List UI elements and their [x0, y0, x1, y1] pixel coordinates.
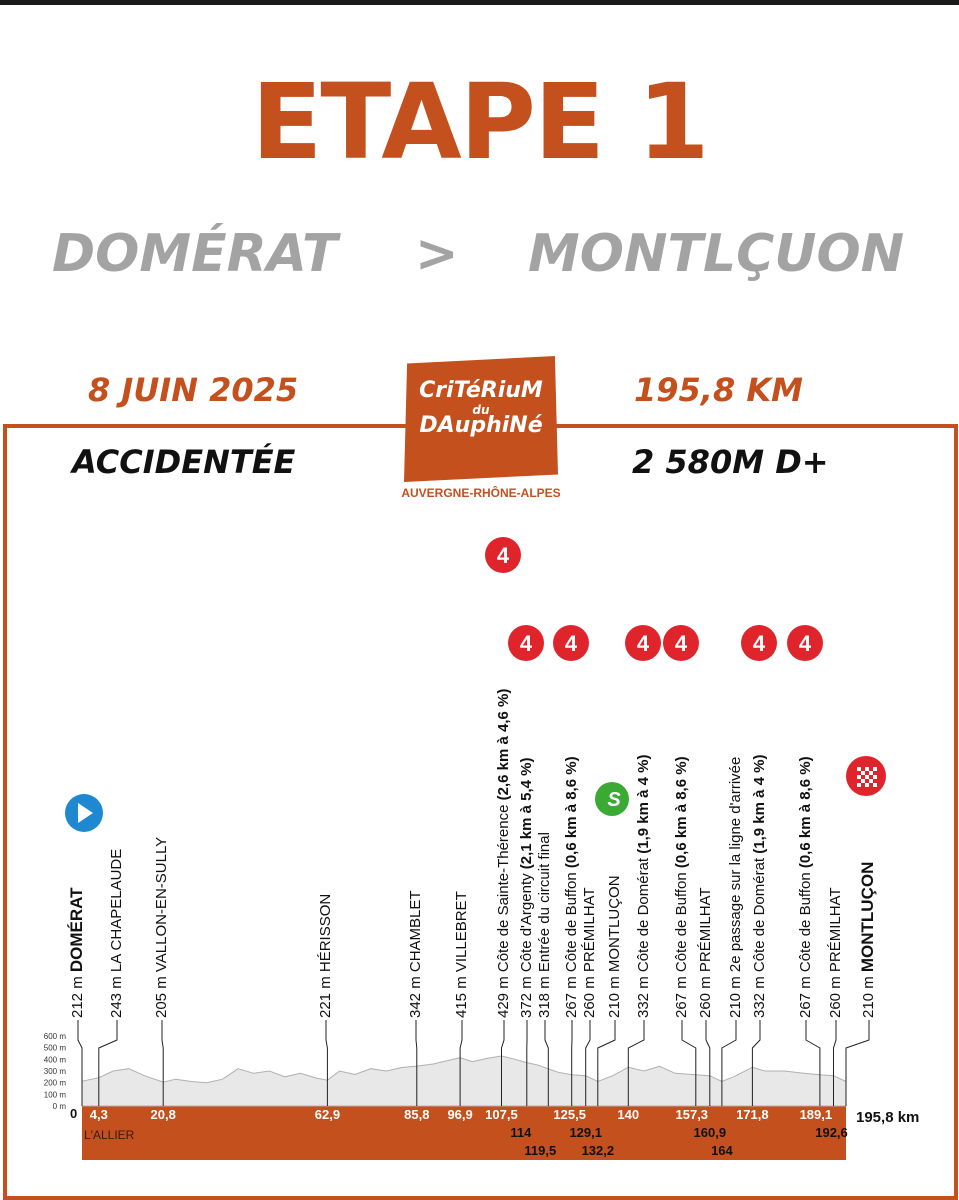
point-label — [518, 757, 535, 1018]
point-altitude: 205 m — [153, 972, 170, 1018]
stage-distance: 195,8 KM — [634, 371, 803, 409]
point-altitude: 260 m — [581, 972, 598, 1018]
kom-category: 4 — [798, 631, 812, 656]
point-label — [858, 862, 877, 1018]
point-name: Côte de Domérat — [635, 857, 652, 973]
kom-category: 4 — [496, 543, 510, 568]
km-label: 157,3 — [675, 1107, 709, 1122]
point-climb-detail: (1,9 km à 4 %) — [751, 754, 768, 858]
point-label — [751, 755, 768, 1018]
km-label: 132,2 — [581, 1143, 615, 1158]
point-altitude: 260 m — [827, 972, 844, 1018]
km-label: 114 — [510, 1125, 532, 1140]
point-altitude: 210 m — [727, 972, 744, 1018]
km-label: 164 — [711, 1143, 733, 1158]
route-arrow: > — [415, 224, 459, 284]
point-name: LA CHAPELAUDE — [108, 848, 125, 973]
km-label: 85,8 — [404, 1107, 430, 1122]
stage-date: 8 JUIN 2025 — [88, 371, 299, 409]
point-altitude: 429 m — [495, 972, 512, 1018]
kom-category: 4 — [519, 631, 533, 656]
km-label: 119,5 — [524, 1143, 557, 1158]
point-name: DOMÉRAT — [67, 887, 86, 973]
point-label — [153, 837, 170, 1018]
point-name: PRÉMILHAT — [827, 887, 844, 973]
point-altitude: 318 m — [536, 972, 553, 1018]
point-label — [797, 756, 814, 1018]
km-label: 160,9 — [693, 1125, 727, 1140]
logo-line-3: DAuphiNé — [419, 413, 543, 438]
point-altitude: 415 m — [453, 972, 470, 1018]
point-name: PRÉMILHAT — [581, 887, 598, 973]
finish-flag-cell — [873, 767, 877, 771]
point-label — [563, 756, 580, 1018]
profile-type: ACCIDENTÉE — [72, 443, 296, 481]
finish-flag-cell — [861, 771, 865, 775]
point-label — [673, 756, 690, 1018]
finish-flag-cell — [869, 779, 873, 783]
finish-flag-cell — [857, 783, 861, 787]
y-tick-label: 500 m — [43, 1043, 66, 1053]
finish-flag-cell — [865, 775, 869, 779]
point-name: VALLON-EN-SULLY — [153, 836, 170, 973]
finish-flag-cell — [865, 783, 869, 787]
logo-line-1: CriTéRiuM — [419, 378, 543, 403]
point-altitude: 372 m — [518, 972, 535, 1018]
kom-category: 4 — [636, 631, 650, 656]
point-name: Côte de Buffon — [673, 872, 690, 973]
point-name: Entrée du circuit final — [536, 832, 553, 973]
y-tick-label: 300 m — [43, 1067, 66, 1076]
point-altitude: 267 m — [563, 972, 580, 1018]
point-altitude: 243 m — [108, 972, 125, 1018]
finish-flag-cell — [873, 775, 877, 779]
point-label — [317, 894, 334, 1018]
point-altitude: 260 m — [697, 972, 714, 1018]
km-label: 129,1 — [569, 1125, 603, 1140]
km-label: 171,8 — [736, 1107, 769, 1122]
point-label — [536, 832, 553, 1018]
point-name: Côte d'Argenty — [518, 873, 535, 973]
profile-area — [82, 1056, 846, 1106]
sprint-letter: S — [607, 789, 621, 811]
finish-flag-cell — [865, 767, 869, 771]
point-altitude: 267 m — [797, 972, 814, 1018]
point-label — [827, 887, 844, 1018]
finish-flag-cell — [873, 783, 877, 787]
point-altitude: 210 m — [606, 972, 623, 1018]
point-altitude: 342 m — [407, 972, 424, 1018]
point-label — [67, 887, 86, 1018]
point-altitude: 332 m — [751, 972, 768, 1018]
point-label — [453, 891, 470, 1018]
point-altitude: 267 m — [673, 972, 690, 1018]
point-climb-detail: (1,9 km à 4 %) — [635, 754, 652, 858]
point-label — [697, 887, 714, 1018]
y-tick-label: 400 m — [43, 1055, 66, 1065]
axis-end-label: 195,8 km — [856, 1109, 920, 1126]
y-tick-label: 100 m — [43, 1090, 66, 1100]
km-label: 140 — [617, 1107, 640, 1122]
y-tick-label: 600 m — [43, 1032, 66, 1041]
y-tick-label: 200 m — [43, 1078, 66, 1088]
kom-category: 4 — [674, 631, 688, 656]
point-climb-detail: (0,6 km à 8,6 %) — [797, 756, 814, 873]
point-name: MONTLUÇON — [606, 875, 623, 973]
logo-region: AUVERGNE-RHÔNE-ALPES — [401, 486, 561, 500]
axis-start-label: 0 — [70, 1106, 78, 1121]
point-name: Côte de Sainte-Thérence — [495, 804, 512, 973]
km-label: 107,5 — [485, 1107, 518, 1122]
point-label — [727, 757, 744, 1018]
point-name: MONTLUÇON — [858, 861, 877, 973]
leader-line — [78, 1020, 82, 1106]
point-label — [606, 875, 623, 1018]
finish-flag-cell — [857, 767, 861, 771]
finish-flag-cell — [861, 779, 865, 783]
point-climb-detail: (2,6 km à 4,6 %) — [495, 688, 512, 805]
point-name: Côte de Buffon — [563, 872, 580, 973]
logo-line-2: du — [472, 403, 490, 417]
km-label: 20,8 — [150, 1107, 176, 1122]
river-label: L'ALLIER — [84, 1128, 135, 1142]
point-climb-detail: (0,6 km à 8,6 %) — [673, 756, 690, 873]
finish-flag-cell — [869, 771, 873, 775]
km-label: 4,3 — [89, 1107, 108, 1122]
km-label: 125,5 — [553, 1107, 586, 1122]
point-label — [407, 890, 424, 1018]
point-name: Côte de Buffon — [797, 872, 814, 973]
point-name: HÉRISSON — [317, 893, 334, 973]
point-climb-detail: (2,1 km à 5,4 %) — [518, 757, 535, 874]
y-tick-label: 0 m — [52, 1102, 66, 1111]
point-name: 2e passage sur la ligne d'arrivée — [727, 756, 744, 973]
km-label: 62,9 — [314, 1107, 341, 1122]
km-label: 189,1 — [799, 1107, 833, 1122]
point-name: VILLEBRET — [453, 891, 470, 973]
kom-category: 4 — [752, 631, 766, 656]
km-label: 192,6 — [815, 1125, 848, 1140]
point-altitude: 212 m — [69, 972, 86, 1018]
point-altitude: 210 m — [860, 972, 877, 1018]
elevation-gain: 2 580M D+ — [632, 443, 829, 481]
finish-town: MONTLÇUON — [528, 224, 905, 284]
point-label — [495, 689, 512, 1018]
finish-flag-cell — [857, 775, 861, 779]
point-climb-detail: (0,6 km à 8,6 %) — [563, 756, 580, 873]
point-label — [635, 755, 652, 1018]
point-name: CHAMBLET — [407, 890, 424, 973]
km-label: 96,9 — [447, 1107, 473, 1122]
point-altitude: 221 m — [317, 972, 334, 1018]
point-label — [108, 849, 125, 1018]
point-altitude: 332 m — [635, 972, 652, 1018]
stage-title: ETAPE 1 — [251, 61, 708, 183]
point-label — [581, 887, 598, 1018]
kom-category: 4 — [564, 631, 578, 656]
point-name: PRÉMILHAT — [697, 887, 714, 973]
leader-line — [846, 1020, 869, 1106]
start-town: DOMÉRAT — [52, 224, 338, 284]
point-name: Côte de Domérat — [751, 857, 768, 973]
